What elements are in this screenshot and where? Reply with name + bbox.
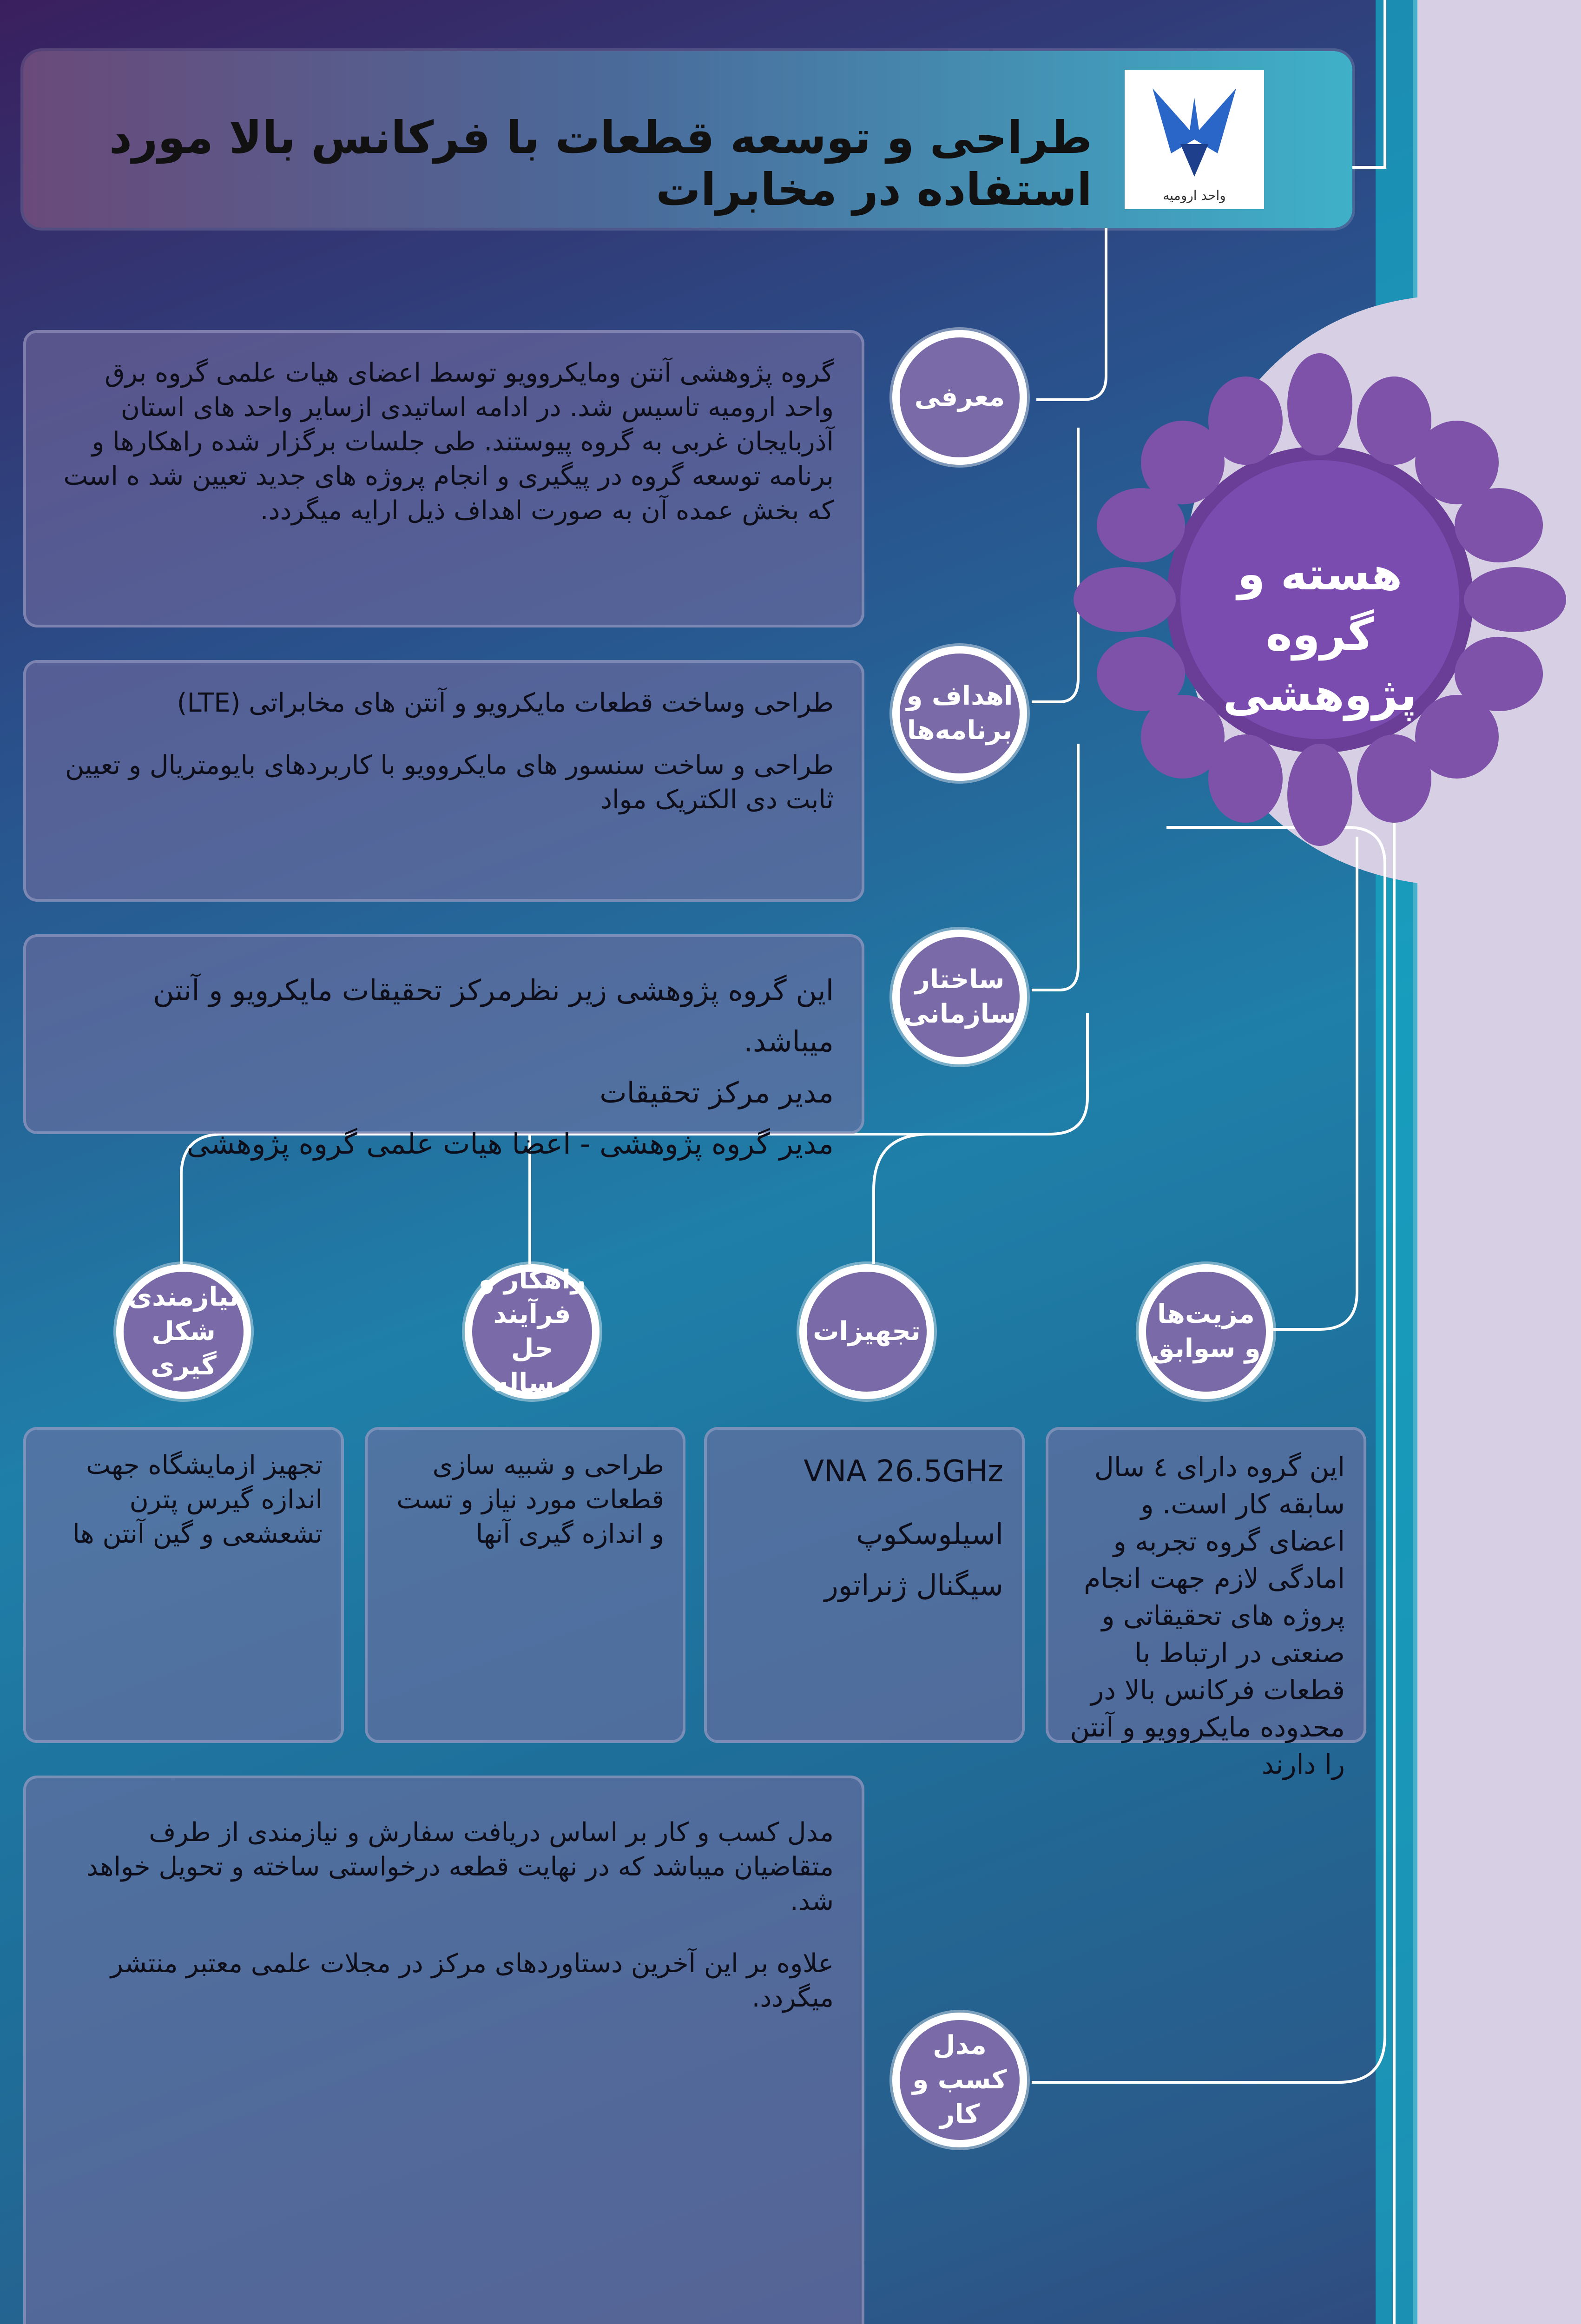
equipment-label bbox=[799, 1264, 934, 1399]
equipment-item-3: سیگنال ژنراتور bbox=[824, 1568, 1003, 1602]
structure-label bbox=[892, 930, 1027, 1064]
goals-label bbox=[892, 646, 1027, 781]
university-emblem-icon bbox=[1125, 70, 1264, 209]
intro-text: گروه پژوهشی آنتن ومایکروویو توسط اعضای هیات علمی گروه برق واحد ارومیه تاسیس شد. در ادامه اساتیدی ازسایر واحد های استان آذربایجان غربی به گروه پیوستند. طی جلسات برگزار شده راهکارها و برنامه توسعه گروه در پیگیری و انجام پروژه های جدید تعیین شد ه است که بخش عمده آن به صورت اهداف ذیل ارایه میگردد. bbox=[63, 358, 834, 526]
business-label-text: مدل کسب و کار bbox=[912, 2030, 1007, 2129]
solution-card bbox=[365, 1427, 685, 1743]
advantages-label bbox=[1139, 1264, 1273, 1399]
intro-label bbox=[892, 330, 1027, 465]
solution-label-text: راهکار و فرآیند حل مساله bbox=[478, 1265, 586, 1398]
equipment-item-1: VNA 26.5GHz bbox=[804, 1454, 1003, 1489]
advantages-text: این گروه دارای ٤ سال سابقه کار است. و اعضای گروه تجربه و امادگی لازم جهت انجام پروژه های تحقیقاتی و صنعتی در ارتباط با قطعات فرکانس بالا در محدوده مایکروویو و آنتن را دارند bbox=[1070, 1451, 1345, 1780]
needs-card bbox=[23, 1427, 344, 1743]
solution-text: طراحی و شبیه سازی قطعات مورد نیاز و تست و اندازه گیری آنها bbox=[396, 1450, 664, 1549]
needs-label-text: نیازمندی شکل گیری bbox=[128, 1282, 239, 1381]
goals-item-1: طراحی وساخت قطعات مایکرویو و آنتن های مخابراتی (LTE) bbox=[177, 688, 834, 718]
business-card bbox=[23, 1776, 864, 2324]
equipment-card bbox=[704, 1427, 1025, 1743]
structure-card bbox=[23, 934, 864, 1161]
equipment-label-text: تجهیزات bbox=[813, 1316, 921, 1347]
emblem-title bbox=[1180, 544, 1459, 725]
equipment-item-2: اسیلوسکوپ bbox=[856, 1517, 1003, 1551]
goals-label-text: اهداف و برنامه‌ها bbox=[906, 681, 1013, 746]
intro-label-text: معرفی bbox=[914, 382, 1005, 412]
structure-item-1: این گروه پژوهشی زیر نظرمرکز تحقیقات مایکرویو و آنتن میباشد. bbox=[153, 973, 834, 1058]
structure-label-text: ساختار سازمانی bbox=[903, 964, 1016, 1029]
needs-text: تجهیز ازمایشگاه جهت اندازه گیرس پترن تشعشعی و گین آنتن ها bbox=[72, 1450, 323, 1549]
business-item-2: علاوه بر این آخرین دستاوردهای مرکز در مجلات علمی معتبر منتشر میگردد. bbox=[110, 1948, 834, 2013]
structure-item-2: مدیر مرکز تحقیقات bbox=[599, 1076, 834, 1109]
goals-item-2: طراحی و ساخت سنسور های مایکروویو با کاربردهای بایومتریال و تعیین ثابت دی الکتریک مواد bbox=[65, 750, 834, 815]
emblem-line-2: پژوهشی bbox=[1223, 669, 1417, 721]
university-logo bbox=[1125, 70, 1264, 209]
solution-label bbox=[465, 1264, 599, 1399]
needs-label bbox=[116, 1264, 251, 1399]
structure-item-3: مدیر گروه پژوهشی - اعضا هیات علمی گروه پژوهشی bbox=[186, 1127, 834, 1161]
logo-caption: واحد ارومیه bbox=[1163, 188, 1226, 203]
advantages-label-text: مزیت‌ها و سوابق bbox=[1151, 1299, 1261, 1364]
business-label bbox=[892, 2013, 1027, 2147]
intro-card bbox=[23, 330, 864, 627]
page-title: طراحی و توسعه قطعات با فرکانس بالا مورد استفاده در مخابرات bbox=[109, 112, 1092, 216]
goals-card bbox=[23, 660, 864, 902]
emblem-line-1: هسته و گروه bbox=[1237, 548, 1403, 660]
advantages-card bbox=[1046, 1427, 1366, 1780]
business-item-1: مدل کسب و کار بر اساس دریافت سفارش و نیازمندی از طرف متقاضیان میباشد که در نهایت قطعه درخواستی ساخته و تحویل خواهد شد. bbox=[86, 1817, 834, 1916]
